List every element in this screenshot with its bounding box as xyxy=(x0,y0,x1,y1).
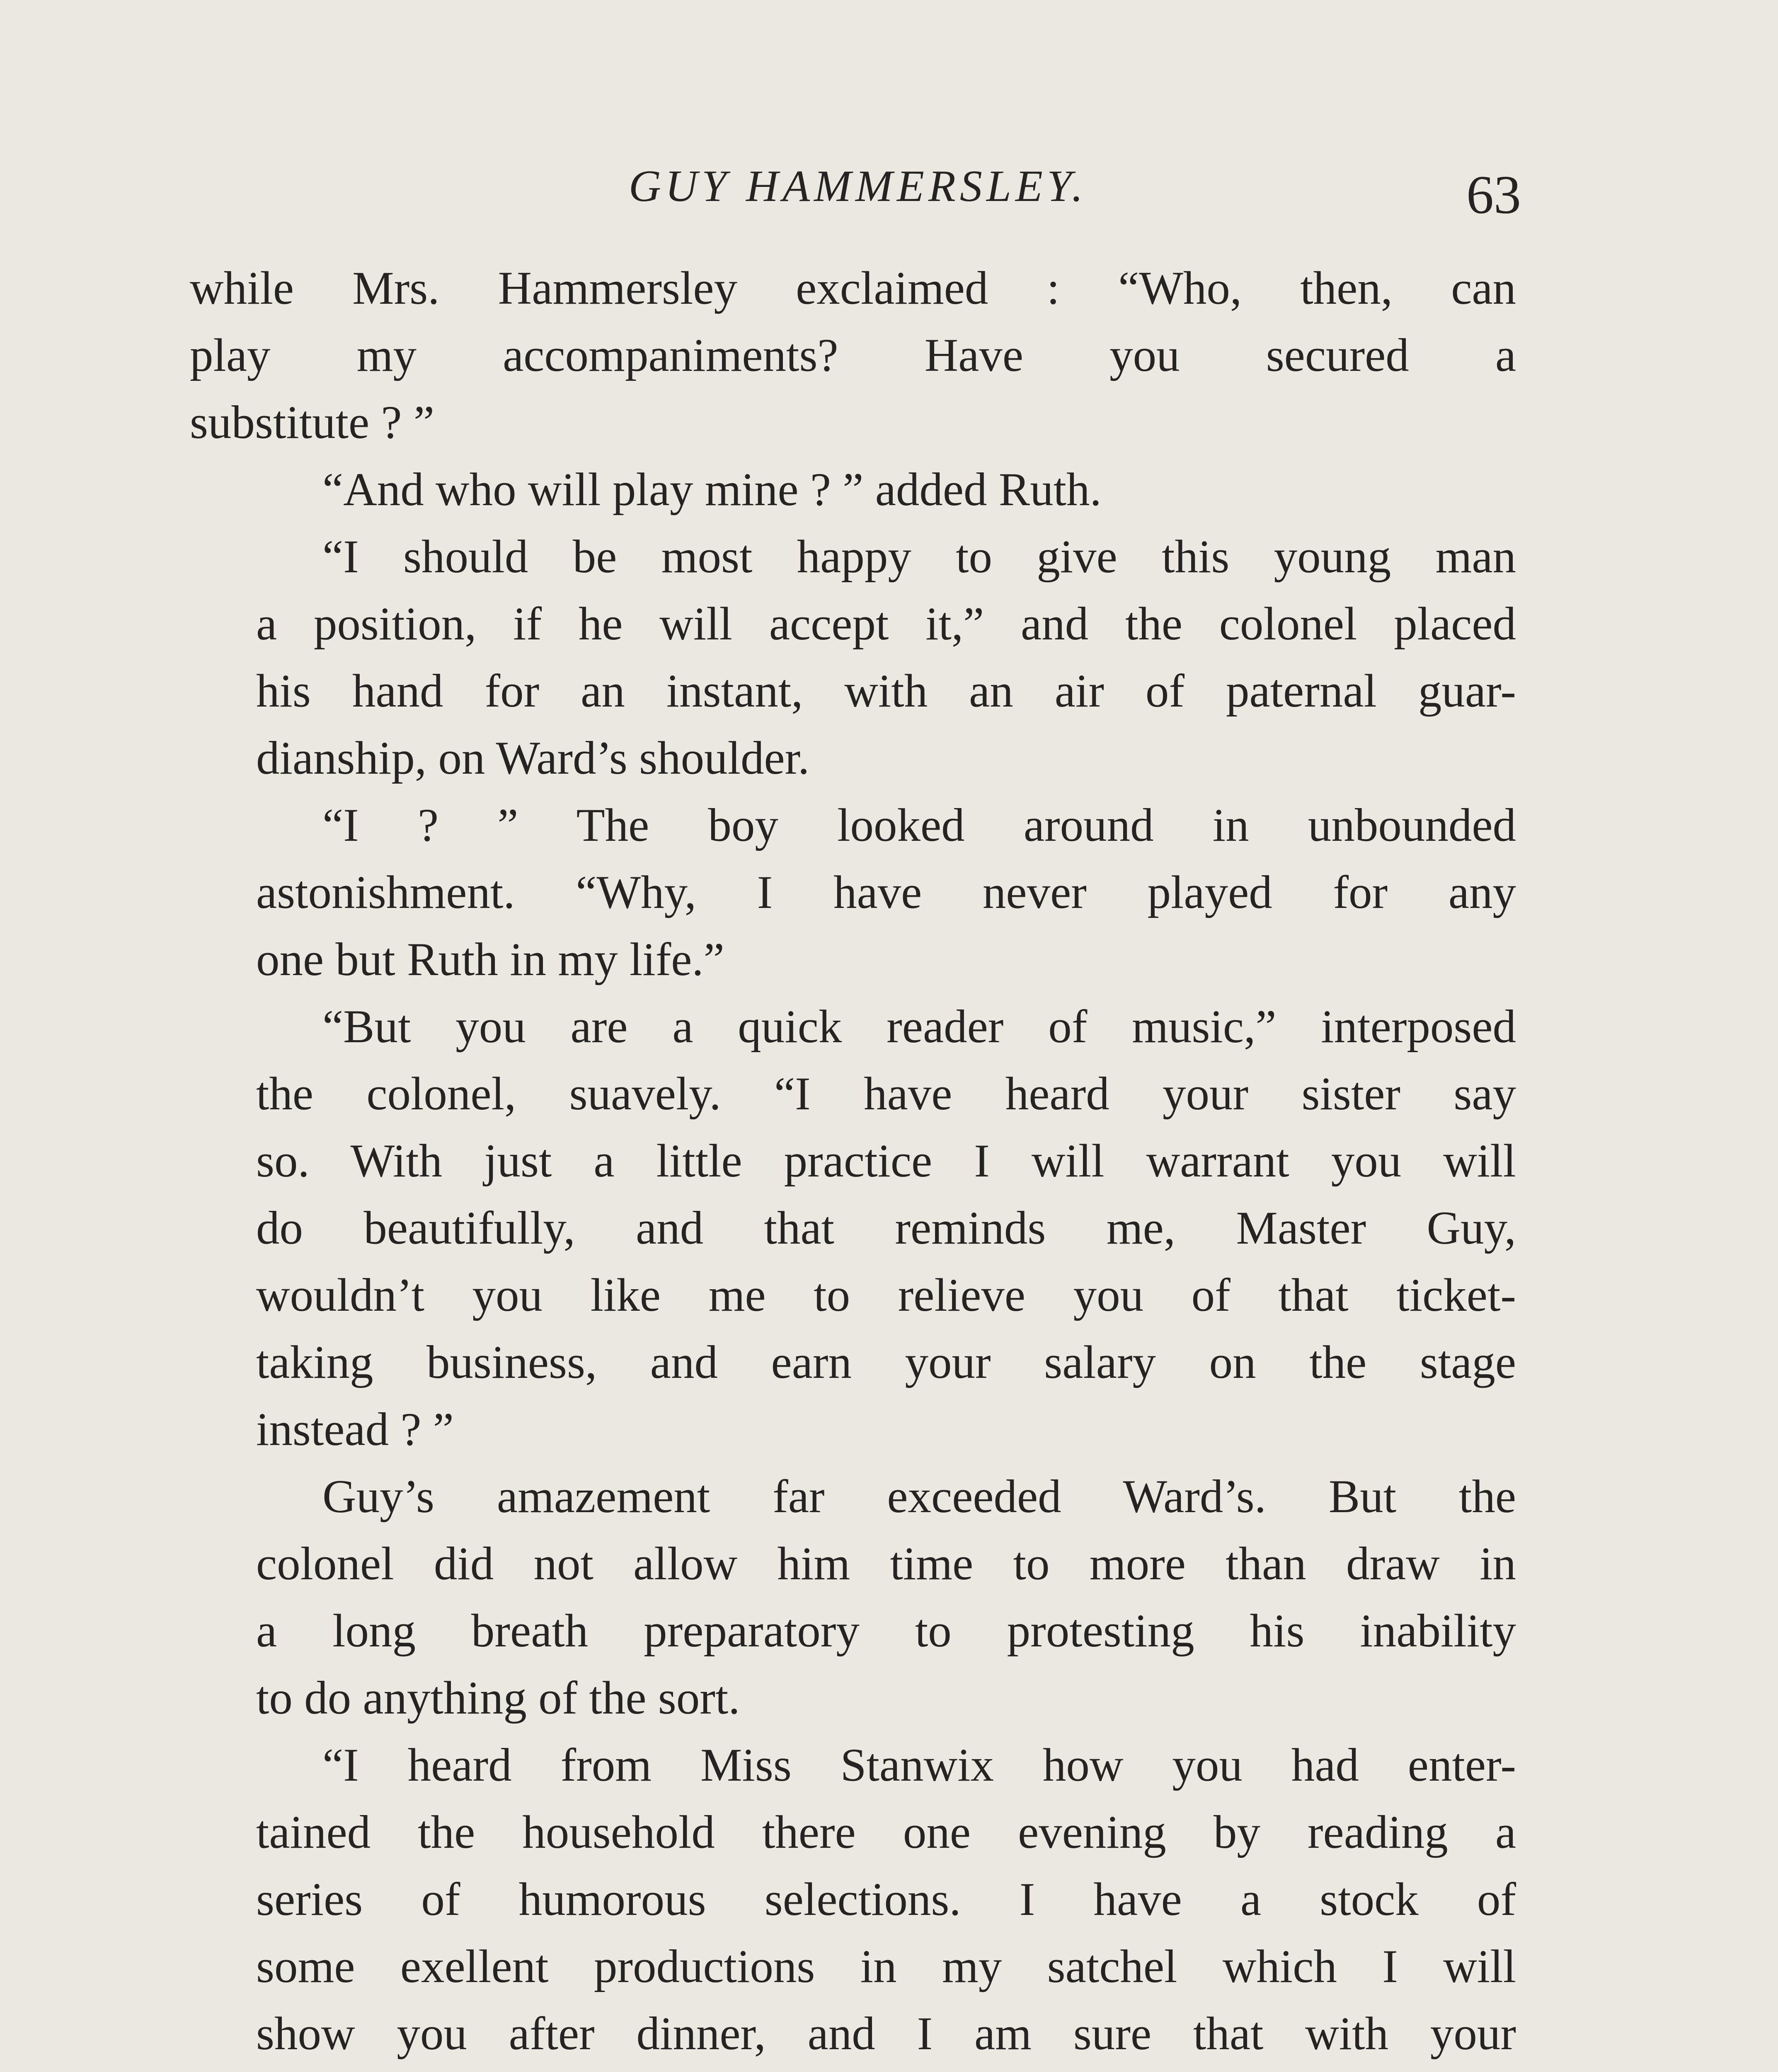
paragraph xyxy=(190,792,1516,993)
text-line: play my accompaniments? Have you secured a xyxy=(190,329,1516,381)
text-line: tained the household there one evening by reading a xyxy=(256,1806,1516,1858)
text-line: his hand for an instant, with an air of paternal guar- xyxy=(256,665,1516,717)
paragraph xyxy=(190,993,1516,1463)
paragraph xyxy=(190,523,1516,792)
body-text xyxy=(190,255,1516,2072)
text-line: astonishment. “Why, I have never played for any xyxy=(256,867,1516,918)
text-line: “I ? ” The boy looked around in unbounded xyxy=(322,799,1516,851)
page-header xyxy=(195,143,1521,242)
running-head: GUY HAMMERSLEY. xyxy=(628,162,1088,211)
text-line: colonel did not allow him time to more than draw in xyxy=(256,1538,1516,1590)
paragraph xyxy=(190,1463,1516,1732)
text-line: a long breath preparatory to protesting his inability xyxy=(256,1605,1516,1657)
text-line: “And who will play mine ? ” added Ruth. xyxy=(322,464,1102,516)
text-line: taking business, and earn your salary on the stage xyxy=(256,1336,1516,1388)
text-line: substitute ? ” xyxy=(190,397,434,448)
text-line: “I heard from Miss Stanwix how you had enter- xyxy=(322,1739,1516,1791)
text-line xyxy=(190,2067,1516,2072)
text-line: instead ? ” xyxy=(256,1404,454,1455)
text-line: so. With just a little practice I will warrant you will xyxy=(256,1135,1516,1187)
paragraph xyxy=(190,456,1516,523)
text-line: dianship, on Ward’s shoulder. xyxy=(256,732,810,784)
paragraph xyxy=(190,255,1516,456)
text-line: one but Ruth in my life.” xyxy=(256,934,724,985)
text-line: Guy’s amazement far exceeded Ward’s. But the xyxy=(322,1471,1516,1523)
page-number: 63 xyxy=(1466,164,1521,225)
text-line: “I should be most happy to give this young man xyxy=(322,531,1516,583)
text-line: wouldn’t you like me to relieve you of that ticket- xyxy=(256,1269,1516,1321)
text-line: show you after dinner, and I am sure that with your xyxy=(256,2008,1516,2060)
paragraph xyxy=(190,1732,1516,2072)
text-line: some exellent productions in my satchel which I will xyxy=(256,1941,1516,1992)
text-line: while Mrs. Hammersley exclaimed : “Who, then, can xyxy=(190,262,1516,314)
text-line: “But you are a quick reader of music,” interposed xyxy=(322,1001,1516,1053)
text-line: the colonel, suavely. “I have heard your sister say xyxy=(256,1068,1516,1120)
text-line: a position, if he will accept it,” and the colonel placed xyxy=(256,598,1516,650)
text-line: series of humorous selections. I have a stock of xyxy=(256,1874,1516,1925)
text-line: to do anything of the sort. xyxy=(256,1672,740,1724)
text-line: do beautifully, and that reminds me, Master Guy, xyxy=(256,1202,1516,1254)
